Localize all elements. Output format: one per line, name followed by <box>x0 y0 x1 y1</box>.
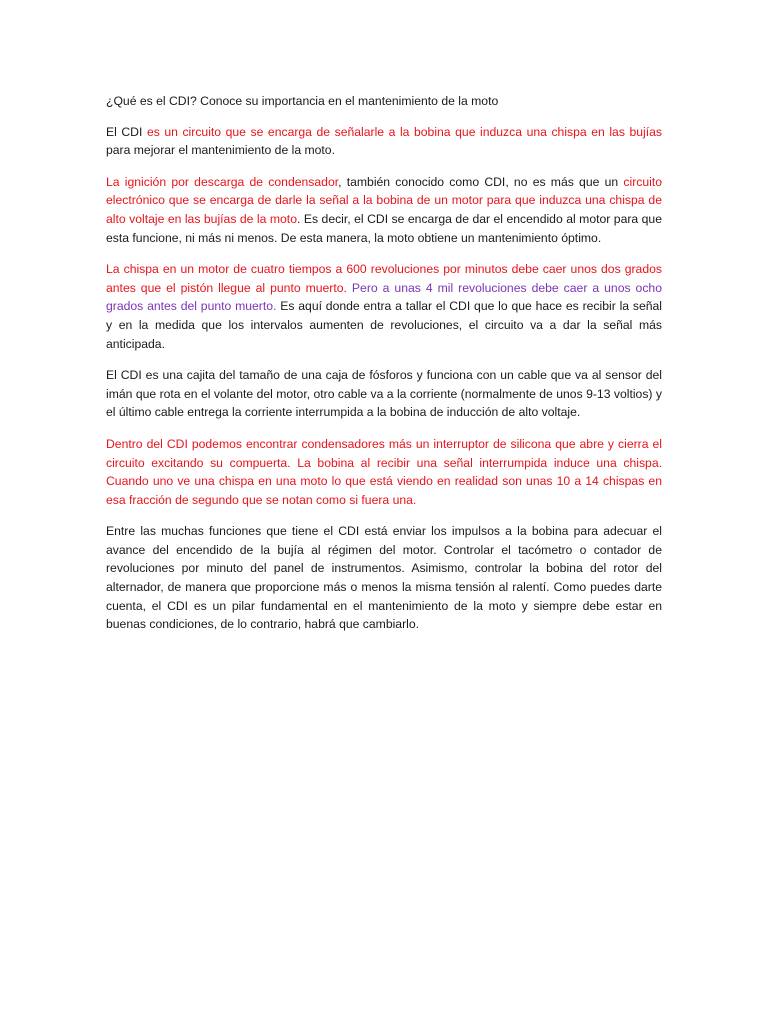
p2-text-red-1: La ignición por descarga de condensador <box>106 174 339 189</box>
p2-text-normal-1: , también conocido como CDI, no es más que un <box>338 174 624 189</box>
paragraph-1 <box>106 123 662 160</box>
p3-text-purple: Pero a unas 4 mil revoluciones debe caer a unos ocho grados antes del punto muerto. <box>106 280 662 314</box>
p3-text-red: La chispa en un motor de cuatro tiempos a 600 revoluciones por minutos debe caer unos dos grados antes que el pistón llegue al punto muerto. <box>106 262 662 295</box>
p1-text-normal-1: El CDI <box>106 124 147 139</box>
paragraph-6: Entre las muchas funciones que tiene el CDI está enviar los impulsos a la bobina para adecuar el avance del encendido de la bujía al régimen del motor. Controlar el tacómetro o contador de revoluciones por minuto del panel de instrumentos. Asimismo, controlar la bobina del rotor del alternador, de manera que proporcione más o menos la misma tensión al ralentí. Como puedes darte cuenta, el CDI es un pilar fundamental en el mantenimiento de la moto y siempre debe estar en buenas condiciones, de lo contrario, habrá que cambiarlo. <box>106 524 662 632</box>
paragraph-3 <box>106 260 662 353</box>
document-title: ¿Qué es el CDI? Conoce su importancia en el mantenimiento de la moto <box>106 94 499 108</box>
document-body <box>106 92 662 647</box>
paragraph-2 <box>106 173 662 247</box>
p1-text-normal-2: para mejorar el mantenimiento de la moto. <box>106 143 335 158</box>
paragraph-5: Dentro del CDI podemos encontrar condensadores más un interruptor de silicona que abre y cierra el circuito excitando su compuerta. La bobina al recibir una señal interrumpida induce una chispa. Cuando uno ve una chispa en una moto lo que está viendo en realidad son unas 10 a 14 chispas en esa fracción de segundo que se notan como si fuera una. <box>106 436 662 507</box>
paragraph-4: El CDI es una cajita del tamaño de una caja de fósforos y funciona con un cable que va al sensor del imán que rota en el volante del motor, otro cable va a la corriente (normalmente de unos 9-13 voltios) y el último cable entrega la corriente interrumpida a la bobina de inducción de alto voltaje. <box>106 368 662 420</box>
p2-text-red-2: circuito electrónico que se encarga de darle la señal a la bobina de un motor para que induzca una chispa de alto voltaje en las bujías de la moto <box>106 174 662 226</box>
p1-text-red: es un circuito que se encarga de señalarle a la bobina que induzca una chispa en las bujías <box>146 124 662 139</box>
p3-text-normal: Es aquí donde entra a tallar el CDI que lo que hace es recibir la señal y en la medida que los intervalos aumenten de revoluciones, el circuito va a dar la señal más anticipada. <box>106 299 663 351</box>
p2-text-normal-2: . Es decir, el CDI se encarga de dar el encendido al motor para que esta funcione, ni más ni menos. De esta manera, la moto obtiene un mantenimiento óptimo. <box>106 211 662 245</box>
